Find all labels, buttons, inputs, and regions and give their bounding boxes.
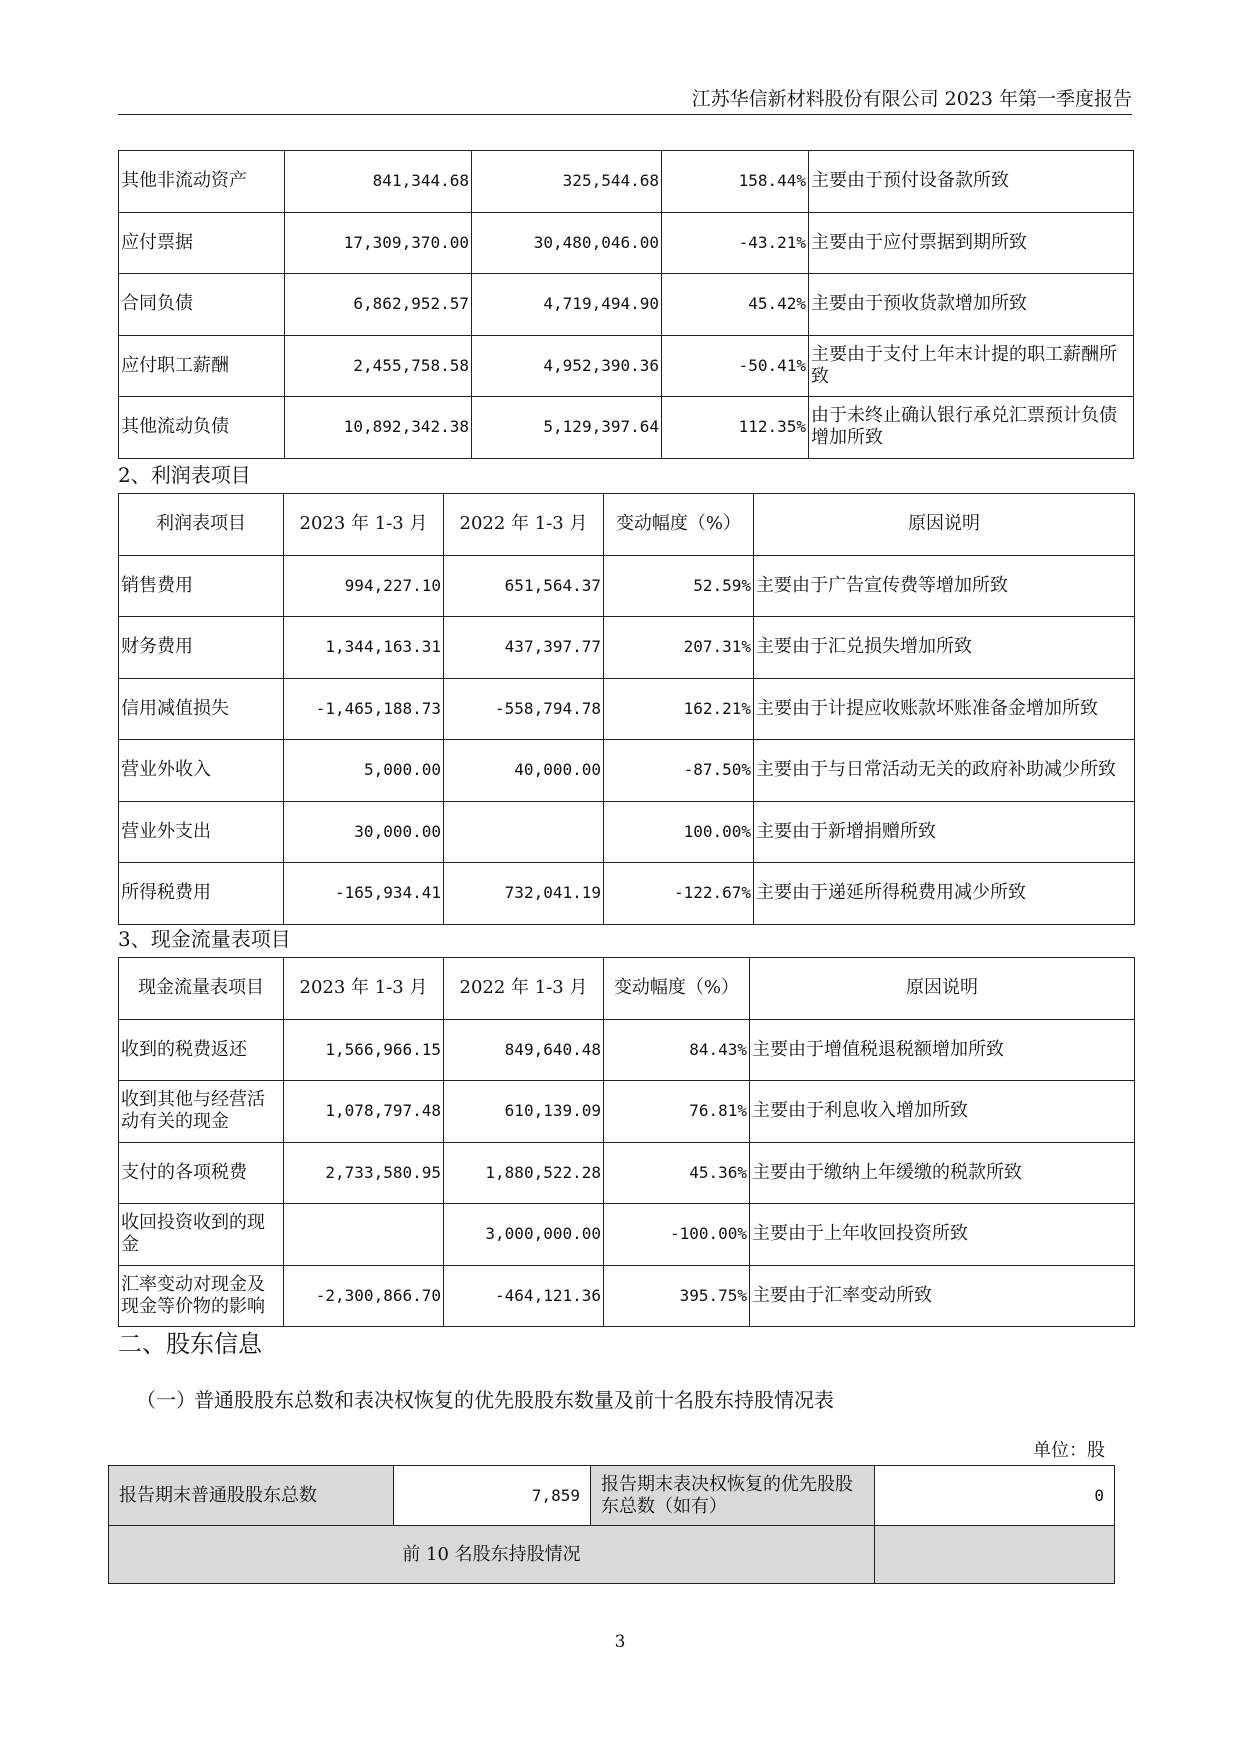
report-title: 江苏华信新材料股份有限公司 2023 年第一季度报告 [691, 88, 1132, 110]
item-cell: 其他流动负债 [119, 397, 285, 459]
item-cell: 收回投资收到的现金 [119, 1204, 284, 1266]
current-value-cell: 5,000.00 [284, 740, 444, 802]
cashflow-table [118, 957, 1135, 1327]
prior-value-cell: 40,000.00 [444, 740, 604, 802]
prior-value-cell: 325,544.68 [472, 151, 662, 213]
reason-cell: 主要由于上年收回投资所致 [750, 1204, 1135, 1266]
prior-value-cell: -558,794.78 [444, 678, 604, 740]
reason-cell: 主要由于汇率变动所致 [750, 1265, 1135, 1327]
change-cell: 45.42% [662, 274, 809, 336]
change-cell: 45.36% [604, 1142, 750, 1204]
unit-label: 单位：股 [1033, 1440, 1105, 1461]
profit-section-heading: 2、利润表项目 [118, 463, 251, 487]
total-shareholders-label: 报告期末普通股股东总数 [109, 1466, 394, 1526]
table-row [119, 555, 1135, 617]
current-value-cell: 1,566,966.15 [284, 1019, 444, 1081]
total-shareholders-value: 7,859 [394, 1466, 591, 1526]
table-row [119, 1142, 1135, 1204]
table-row [119, 740, 1135, 802]
item-cell: 财务费用 [119, 617, 284, 679]
empty-cell [875, 1526, 1115, 1584]
current-value-cell: 6,862,952.57 [285, 274, 472, 336]
header-cell: 原因说明 [750, 958, 1135, 1020]
prior-value-cell: 651,564.37 [444, 555, 604, 617]
item-cell: 销售费用 [119, 555, 284, 617]
change-cell: 76.81% [604, 1081, 750, 1143]
subheading-title: 普通股股东总数和表决权恢复的优先股股东数量及前十名股东持股情况表 [194, 1388, 834, 1412]
table-header-row [119, 494, 1135, 556]
table-row [119, 1081, 1135, 1143]
current-value-cell: 841,344.68 [285, 151, 472, 213]
item-cell: 所得税费用 [119, 863, 284, 925]
reason-cell: 主要由于预付设备款所致 [809, 151, 1134, 213]
change-cell: 84.43% [604, 1019, 750, 1081]
table-row [109, 1466, 1115, 1526]
current-value-cell: -165,934.41 [284, 863, 444, 925]
item-cell: 营业外支出 [119, 801, 284, 863]
prior-value-cell: -464,121.36 [444, 1265, 604, 1327]
table-row [119, 1019, 1135, 1081]
current-value-cell [284, 1204, 444, 1266]
header-cell: 2023 年 1-3 月 [284, 494, 444, 556]
table-header-row [119, 958, 1135, 1020]
reason-cell: 主要由于利息收入增加所致 [750, 1081, 1135, 1143]
reason-cell: 由于未终止确认银行承兑汇票预计负债增加所致 [809, 397, 1134, 459]
reason-cell: 主要由于计提应收账款坏账准备金增加所致 [754, 678, 1135, 740]
prior-value-cell: 30,480,046.00 [472, 212, 662, 274]
table-row [119, 151, 1134, 213]
table-row [119, 801, 1135, 863]
prior-value-cell: 5,129,397.64 [472, 397, 662, 459]
table-row [119, 617, 1135, 679]
header-cell: 变动幅度（%） [604, 494, 754, 556]
item-cell: 营业外收入 [119, 740, 284, 802]
balance-sheet-table [118, 150, 1134, 459]
item-cell: 合同负债 [119, 274, 285, 336]
change-cell: 158.44% [662, 151, 809, 213]
change-cell: -87.50% [604, 740, 754, 802]
prior-value-cell: 4,719,494.90 [472, 274, 662, 336]
change-cell: 100.00% [604, 801, 754, 863]
header-cell: 2023 年 1-3 月 [284, 958, 444, 1020]
reason-cell: 主要由于汇兑损失增加所致 [754, 617, 1135, 679]
page-number: 3 [614, 1632, 626, 1652]
table-row [119, 1204, 1135, 1266]
table-row [119, 678, 1135, 740]
change-cell: -122.67% [604, 863, 754, 925]
current-value-cell: 10,892,342.38 [285, 397, 472, 459]
item-cell: 收到其他与经营活动有关的现金 [119, 1081, 284, 1143]
preferred-shareholders-value: 0 [875, 1466, 1115, 1526]
prior-value-cell: 4,952,390.36 [472, 335, 662, 397]
header-cell: 变动幅度（%） [604, 958, 750, 1020]
item-cell: 汇率变动对现金及现金等价物的影响 [119, 1265, 284, 1327]
current-value-cell: 17,309,370.00 [285, 212, 472, 274]
item-cell: 信用减值损失 [119, 678, 284, 740]
current-value-cell: 2,455,758.58 [285, 335, 472, 397]
prior-value-cell: 849,640.48 [444, 1019, 604, 1081]
prior-value-cell: 732,041.19 [444, 863, 604, 925]
change-cell: -50.41% [662, 335, 809, 397]
change-cell: -100.00% [604, 1204, 750, 1266]
reason-cell: 主要由于递延所得税费用减少所致 [754, 863, 1135, 925]
reason-cell: 主要由于增值税退税额增加所致 [750, 1019, 1135, 1081]
prior-value-cell: 610,139.09 [444, 1081, 604, 1143]
header-cell: 2022 年 1-3 月 [444, 494, 604, 556]
current-value-cell: 994,227.10 [284, 555, 444, 617]
profit-table [118, 493, 1135, 925]
item-cell: 收到的税费返还 [119, 1019, 284, 1081]
current-value-cell: 2,733,580.95 [284, 1142, 444, 1204]
prior-value-cell: 1,880,522.28 [444, 1142, 604, 1204]
table-row [109, 1526, 1115, 1584]
reason-cell: 主要由于支付上年末计提的职工薪酬所致 [809, 335, 1134, 397]
current-value-cell: 1,344,163.31 [284, 617, 444, 679]
reason-cell: 主要由于广告宣传费等增加所致 [754, 555, 1135, 617]
table-row [119, 212, 1134, 274]
current-value-cell: -1,465,188.73 [284, 678, 444, 740]
table-row [119, 863, 1135, 925]
change-cell: 162.21% [604, 678, 754, 740]
table-row [119, 397, 1134, 459]
current-value-cell: -2,300,866.70 [284, 1265, 444, 1327]
item-cell: 其他非流动资产 [119, 151, 285, 213]
item-cell: 应付职工薪酬 [119, 335, 285, 397]
reason-cell: 主要由于预收货款增加所致 [809, 274, 1134, 336]
change-cell: 207.31% [604, 617, 754, 679]
preferred-shareholders-label: 报告期末表决权恢复的优先股股东总数（如有） [591, 1466, 875, 1526]
shareholder-table [108, 1465, 1115, 1584]
table-row [119, 274, 1134, 336]
change-cell: 112.35% [662, 397, 809, 459]
header-cell: 2022 年 1-3 月 [444, 958, 604, 1020]
reason-cell: 主要由于应付票据到期所致 [809, 212, 1134, 274]
change-cell: -43.21% [662, 212, 809, 274]
item-cell: 应付票据 [119, 212, 285, 274]
shareholders-subheading [136, 1388, 834, 1412]
reason-cell: 主要由于与日常活动无关的政府补助减少所致 [754, 740, 1135, 802]
item-cell: 支付的各项税费 [119, 1142, 284, 1204]
shareholders-heading: 二、股东信息 [118, 1330, 262, 1358]
reason-cell: 主要由于新增捐赠所致 [754, 801, 1135, 863]
prior-value-cell [444, 801, 604, 863]
page-header [118, 88, 1132, 115]
header-cell: 现金流量表项目 [119, 958, 284, 1020]
table-row [119, 1265, 1135, 1327]
prior-value-cell: 437,397.77 [444, 617, 604, 679]
cashflow-section-heading: 3、现金流量表项目 [118, 927, 291, 951]
top10-label: 前 10 名股东持股情况 [109, 1526, 875, 1584]
current-value-cell: 30,000.00 [284, 801, 444, 863]
change-cell: 52.59% [604, 555, 754, 617]
reason-cell: 主要由于缴纳上年缓缴的税款所致 [750, 1142, 1135, 1204]
header-cell: 原因说明 [754, 494, 1135, 556]
current-value-cell: 1,078,797.48 [284, 1081, 444, 1143]
subheading-prefix: （一） [136, 1388, 196, 1412]
table-row [119, 335, 1134, 397]
prior-value-cell: 3,000,000.00 [444, 1204, 604, 1266]
change-cell: 395.75% [604, 1265, 750, 1327]
header-cell: 利润表项目 [119, 494, 284, 556]
